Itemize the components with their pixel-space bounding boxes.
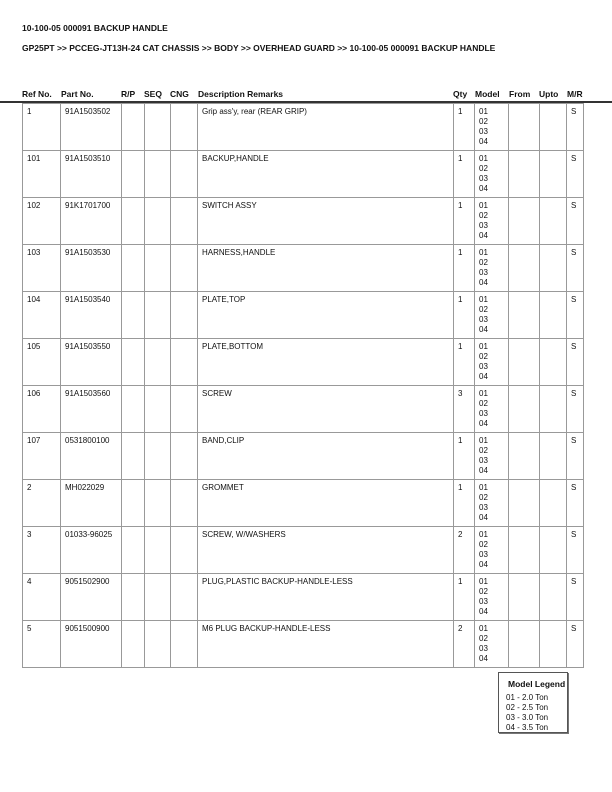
legend-item: 03 - 3.0 Ton: [506, 713, 549, 722]
upto-cell: [540, 621, 567, 668]
seq-cell: [145, 292, 171, 339]
seq-cell: [145, 386, 171, 433]
model-code: 03: [479, 597, 488, 606]
upto-cell: [540, 386, 567, 433]
model-code: 04: [479, 278, 488, 287]
model-code: 02: [479, 117, 488, 126]
cng-cell: [171, 386, 198, 433]
qty-cell: 2: [454, 621, 475, 668]
qty-cell: 1: [454, 198, 475, 245]
header-seq: SEQ: [144, 89, 162, 99]
ref-cell: 4: [23, 574, 61, 621]
qty-cell: 3: [454, 386, 475, 433]
mr-cell: S: [567, 621, 584, 668]
cng-cell: [171, 104, 198, 151]
model-cell: [475, 621, 509, 668]
table-row: [23, 292, 584, 339]
description-cell: SWITCH ASSY: [198, 198, 454, 245]
model-code: 03: [479, 456, 488, 465]
part-no-cell: MH022029: [61, 480, 122, 527]
qty-cell: 1: [454, 245, 475, 292]
cng-cell: [171, 198, 198, 245]
model-code: 03: [479, 362, 488, 371]
table-row: [23, 433, 584, 480]
model-code: 01: [479, 483, 488, 492]
mr-cell: S: [567, 292, 584, 339]
from-cell: [509, 480, 540, 527]
qty-cell: 1: [454, 292, 475, 339]
model-code: 01: [479, 389, 488, 398]
mr-cell: S: [567, 245, 584, 292]
from-cell: [509, 339, 540, 386]
rp-cell: [122, 480, 145, 527]
part-no-cell: 91A1503510: [61, 151, 122, 198]
model-code: 04: [479, 184, 488, 193]
rp-cell: [122, 104, 145, 151]
table-row: [23, 339, 584, 386]
model-code: 04: [479, 654, 488, 663]
model-code: 03: [479, 221, 488, 230]
from-cell: [509, 104, 540, 151]
mr-cell: S: [567, 386, 584, 433]
qty-cell: 1: [454, 339, 475, 386]
ref-cell: 104: [23, 292, 61, 339]
seq-cell: [145, 104, 171, 151]
from-cell: [509, 151, 540, 198]
upto-cell: [540, 574, 567, 621]
model-cell: [475, 339, 509, 386]
mr-cell: S: [567, 198, 584, 245]
header-cng: CNG: [170, 89, 189, 99]
upto-cell: [540, 104, 567, 151]
description-cell: SCREW: [198, 386, 454, 433]
model-code: 04: [479, 466, 488, 475]
table-row: [23, 480, 584, 527]
model-code: 04: [479, 137, 488, 146]
qty-cell: 1: [454, 104, 475, 151]
model-code: 04: [479, 607, 488, 616]
ref-cell: 102: [23, 198, 61, 245]
upto-cell: [540, 480, 567, 527]
part-no-cell: 91K1701700: [61, 198, 122, 245]
from-cell: [509, 433, 540, 480]
model-code: 01: [479, 107, 488, 116]
model-cell: [475, 104, 509, 151]
rp-cell: [122, 574, 145, 621]
parts-table: [22, 103, 584, 668]
model-code: 03: [479, 550, 488, 559]
ref-cell: 107: [23, 433, 61, 480]
model-code: 03: [479, 268, 488, 277]
table-row: [23, 104, 584, 151]
legend-item: 02 - 2.5 Ton: [506, 703, 549, 712]
table-row: [23, 386, 584, 433]
from-cell: [509, 621, 540, 668]
model-cell: [475, 433, 509, 480]
upto-cell: [540, 151, 567, 198]
model-cell: [475, 527, 509, 574]
description-cell: HARNESS,HANDLE: [198, 245, 454, 292]
from-cell: [509, 292, 540, 339]
cng-cell: [171, 151, 198, 198]
cng-cell: [171, 292, 198, 339]
cng-cell: [171, 480, 198, 527]
legend-title: Model Legend: [508, 679, 566, 689]
model-code: 01: [479, 530, 488, 539]
model-cell: [475, 480, 509, 527]
seq-cell: [145, 433, 171, 480]
model-code: 02: [479, 258, 488, 267]
ref-cell: 1: [23, 104, 61, 151]
table-row: [23, 621, 584, 668]
cng-cell: [171, 433, 198, 480]
table-row: [23, 198, 584, 245]
model-code: 01: [479, 201, 488, 210]
rp-cell: [122, 339, 145, 386]
header-upto: Upto: [539, 89, 559, 99]
part-no-cell: 0531800100: [61, 433, 122, 480]
upto-cell: [540, 292, 567, 339]
model-code: 04: [479, 419, 488, 428]
model-code: 03: [479, 127, 488, 136]
rp-cell: [122, 198, 145, 245]
description-cell: Grip ass'y, rear (REAR GRIP): [198, 104, 454, 151]
part-no-cell: 9051502900: [61, 574, 122, 621]
seq-cell: [145, 198, 171, 245]
ref-cell: 5: [23, 621, 61, 668]
description-cell: M6 PLUG BACKUP-HANDLE-LESS: [198, 621, 454, 668]
description-cell: BACKUP,HANDLE: [198, 151, 454, 198]
upto-cell: [540, 527, 567, 574]
part-no-cell: 91A1503530: [61, 245, 122, 292]
mr-cell: S: [567, 480, 584, 527]
rp-cell: [122, 621, 145, 668]
rp-cell: [122, 245, 145, 292]
cng-cell: [171, 245, 198, 292]
qty-cell: 1: [454, 433, 475, 480]
part-no-cell: 91A1503502: [61, 104, 122, 151]
cng-cell: [171, 339, 198, 386]
description-cell: SCREW, W/WASHERS: [198, 527, 454, 574]
mr-cell: S: [567, 339, 584, 386]
upto-cell: [540, 339, 567, 386]
description-cell: PLATE,TOP: [198, 292, 454, 339]
model-code: 01: [479, 436, 488, 445]
part-no-cell: 91A1503560: [61, 386, 122, 433]
ref-cell: 3: [23, 527, 61, 574]
model-cell: [475, 245, 509, 292]
model-code: 04: [479, 325, 488, 334]
header-ref: Ref No.: [22, 89, 52, 99]
model-code: 03: [479, 644, 488, 653]
model-cell: [475, 292, 509, 339]
description-cell: PLATE,BOTTOM: [198, 339, 454, 386]
model-legend: [498, 672, 568, 733]
model-code: 01: [479, 342, 488, 351]
seq-cell: [145, 339, 171, 386]
header-qty: Qty: [453, 89, 468, 99]
ref-cell: 103: [23, 245, 61, 292]
upto-cell: [540, 433, 567, 480]
from-cell: [509, 574, 540, 621]
table-row: [23, 527, 584, 574]
from-cell: [509, 527, 540, 574]
model-code: 03: [479, 409, 488, 418]
ref-cell: 101: [23, 151, 61, 198]
header-mr: M/R: [567, 89, 583, 99]
model-code: 03: [479, 174, 488, 183]
part-no-cell: 01033-96025: [61, 527, 122, 574]
model-code: 02: [479, 399, 488, 408]
part-no-cell: 91A1503540: [61, 292, 122, 339]
ref-cell: 2: [23, 480, 61, 527]
mr-cell: S: [567, 574, 584, 621]
model-code: 02: [479, 211, 488, 220]
breadcrumb: GP25PT >> PCCEG-JT13H-24 CAT CHASSIS >> BODY >> OVERHEAD GUARD >> 10-100-05 000091 BACKUP HANDLE: [22, 43, 496, 53]
seq-cell: [145, 527, 171, 574]
header-from: From: [509, 89, 531, 99]
model-code: 02: [479, 587, 488, 596]
from-cell: [509, 245, 540, 292]
qty-cell: 1: [454, 151, 475, 198]
model-code: 01: [479, 577, 488, 586]
model-cell: [475, 386, 509, 433]
model-code: 01: [479, 154, 488, 163]
model-code: 04: [479, 372, 488, 381]
cng-cell: [171, 621, 198, 668]
model-cell: [475, 151, 509, 198]
model-code: 02: [479, 540, 488, 549]
ref-cell: 106: [23, 386, 61, 433]
part-no-cell: 9051500900: [61, 621, 122, 668]
page-title: 10-100-05 000091 BACKUP HANDLE: [22, 23, 168, 33]
header-part: Part No.: [61, 89, 94, 99]
model-cell: [475, 198, 509, 245]
description-cell: GROMMET: [198, 480, 454, 527]
legend-item: 04 - 3.5 Ton: [506, 723, 549, 732]
rp-cell: [122, 292, 145, 339]
mr-cell: S: [567, 151, 584, 198]
header-desc: Description Remarks: [198, 89, 284, 99]
from-cell: [509, 386, 540, 433]
model-code: 03: [479, 315, 488, 324]
part-no-cell: 91A1503550: [61, 339, 122, 386]
seq-cell: [145, 151, 171, 198]
model-code: 02: [479, 164, 488, 173]
model-code: 02: [479, 634, 488, 643]
seq-cell: [145, 621, 171, 668]
mr-cell: S: [567, 104, 584, 151]
model-cell: [475, 574, 509, 621]
table-row: [23, 151, 584, 198]
rp-cell: [122, 151, 145, 198]
rp-cell: [122, 433, 145, 480]
qty-cell: 1: [454, 480, 475, 527]
model-code: 04: [479, 231, 488, 240]
seq-cell: [145, 245, 171, 292]
legend-item: 01 - 2.0 Ton: [506, 693, 549, 702]
model-code: 02: [479, 305, 488, 314]
header-rp: R/P: [121, 89, 136, 99]
model-code: 01: [479, 624, 488, 633]
table-row: [23, 574, 584, 621]
description-cell: BAND,CLIP: [198, 433, 454, 480]
qty-cell: 2: [454, 527, 475, 574]
mr-cell: S: [567, 433, 584, 480]
table-row: [23, 245, 584, 292]
model-code: 04: [479, 513, 488, 522]
model-code: 02: [479, 493, 488, 502]
cng-cell: [171, 574, 198, 621]
rp-cell: [122, 386, 145, 433]
qty-cell: 1: [454, 574, 475, 621]
cng-cell: [171, 527, 198, 574]
header-model: Model: [475, 89, 500, 99]
model-code: 01: [479, 248, 488, 257]
seq-cell: [145, 480, 171, 527]
rp-cell: [122, 527, 145, 574]
model-code: 02: [479, 352, 488, 361]
model-code: 04: [479, 560, 488, 569]
upto-cell: [540, 245, 567, 292]
model-code: 03: [479, 503, 488, 512]
mr-cell: S: [567, 527, 584, 574]
seq-cell: [145, 574, 171, 621]
description-cell: PLUG,PLASTIC BACKUP-HANDLE-LESS: [198, 574, 454, 621]
from-cell: [509, 198, 540, 245]
upto-cell: [540, 198, 567, 245]
model-code: 01: [479, 295, 488, 304]
model-code: 02: [479, 446, 488, 455]
ref-cell: 105: [23, 339, 61, 386]
